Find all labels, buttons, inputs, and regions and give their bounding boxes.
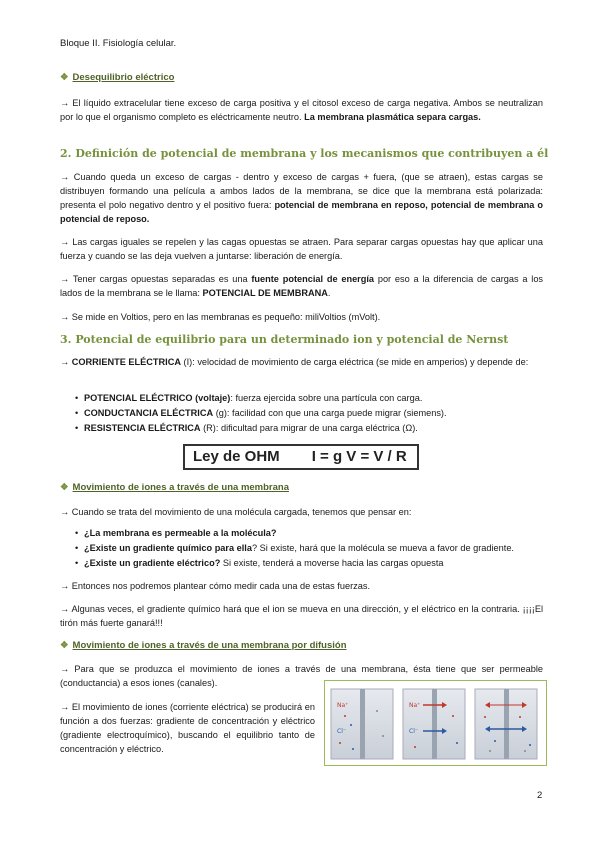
paragraph-10: → Para que se produzca el movimiento de iones a través de una membrana, ésta tiene que ser permeable (conductancia) a esos iones (canales). bbox=[60, 664, 543, 688]
list-item: • ¿Existe un gradiente químico para ella? Si existe, hará que la molécula se mueva a favor de gradiente. bbox=[84, 541, 544, 556]
list-item: • POTENCIAL ELÉCTRICO (voltaje): fuerza ejercida sobre una partícula con carga. bbox=[84, 391, 544, 406]
na-ion-label: Na⁺ bbox=[409, 702, 421, 709]
paragraph-4: → Tener cargas opuestas separadas es una fuente potencial de energía por eso a la diferencia de cargas a los lados de la membrana se le llama: POTENCIAL DE MEMBRANA. bbox=[60, 274, 544, 298]
paragraph-6: → CORRIENTE ELÉCTRICA (I): velocidad de movimiento de carga eléctrica (se mide en amperios) y depende de: bbox=[60, 357, 529, 367]
na-ion-label: Na⁺ bbox=[337, 702, 349, 709]
bullet-list-preguntas bbox=[84, 526, 544, 571]
diamond-bullet-icon: ❖ bbox=[60, 482, 69, 493]
running-header: Bloque II. Fisiología celular. bbox=[60, 38, 177, 49]
paragraph-9: → Algunas veces, el gradiente químico hará que el ion se mueva en una dirección, y el eléctrico en la contraria. ¡¡¡¡El tirón más fuerte ganará!!! bbox=[60, 604, 543, 628]
beaker-2 bbox=[403, 689, 465, 759]
cl-ion-label: Cl⁻ bbox=[409, 728, 419, 735]
section-heading-3: 3. Potencial de equilibrio para un determinado ion y potencial de Nernst bbox=[60, 333, 509, 346]
beaker-1 bbox=[331, 689, 393, 759]
list-item: • ¿La membrana es permeable a la molécula? bbox=[84, 526, 544, 541]
ion-diffusion-figure bbox=[324, 680, 547, 766]
list-item: • CONDUCTANCIA ELÉCTRICA (g): facilidad con que una carga puede migrar (siemens). bbox=[84, 406, 544, 421]
paragraph-7: → Cuando se trata del movimiento de una molécula cargada, tenemos que pensar en: bbox=[60, 507, 412, 517]
ohm-law-box: Ley de OHM I = g V = V / R bbox=[183, 444, 419, 470]
diamond-bullet-icon: ❖ bbox=[60, 640, 69, 651]
diamond-bullet-icon: ❖ bbox=[60, 72, 69, 83]
paragraph-8: → Entonces nos podremos plantear cómo medir cada una de estas fuerzas. bbox=[60, 581, 370, 591]
list-item: • ¿Existe un gradiente eléctrico? Si existe, tenderá a moverse hacia las cargas opuesta bbox=[84, 556, 544, 571]
cl-ion-label: Cl⁻ bbox=[337, 728, 347, 735]
list-item: • RESISTENCIA ELÉCTRICA (R): dificultad para migrar de una carga eléctrica (Ω). bbox=[84, 421, 544, 436]
paragraph-5: → Se mide en Voltios, pero en las membranas es pequeño: miliVoltios (mVolt). bbox=[60, 312, 381, 322]
section-heading-2: 2. Definición de potencial de membrana y los mecanismos que contribuyen a él bbox=[60, 147, 549, 160]
bullet-list-corriente bbox=[84, 391, 544, 436]
subheading-movimiento-iones: ❖ Movimiento de iones a través de una membrana bbox=[60, 482, 289, 493]
page-number: 2 bbox=[537, 790, 543, 801]
diffusion-illustration bbox=[325, 681, 546, 765]
beaker-3 bbox=[475, 689, 537, 759]
paragraph-3: → Las cargas iguales se repelen y las cagas opuestas se atraen. Para separar cargas opuestas hay que aplicar una fuerza y cuando se las deja vuelven a juntarse: liberación de energía. bbox=[60, 237, 543, 261]
subheading-desequilibrio: ❖ Desequilibrio eléctrico bbox=[60, 72, 175, 83]
paragraph-1: → El líquido extracelular tiene exceso de carga positiva y el citosol exceso de carga negativa. Ambos se neutralizan por lo que el organismo completo es eléctricamente neutro. La membrana plasmática separa cargas. bbox=[60, 98, 543, 122]
paragraph-11: → El movimiento de iones (corriente eléctrica) se producirá en función a dos fuerzas: gradiente de concentración y eléctrico (gradiente electroquímico), buscando el equilibrio tanto de concentración y eléctrico. bbox=[60, 702, 315, 754]
subheading-difusion: ❖ Movimiento de iones a través de una membrana por difusión bbox=[60, 640, 347, 651]
paragraph-2: → Cuando queda un exceso de cargas - dentro y exceso de cargas + fuera, (que se atraen), estas cargas se distribuyen formando una película a ambos lados de la membrana, se dice que la membrana está polarizada: presenta el polo negativo dentro y el positivo fuera: potencial de membrana en reposo, potencial de membrana o potencial de reposo. bbox=[60, 172, 543, 224]
